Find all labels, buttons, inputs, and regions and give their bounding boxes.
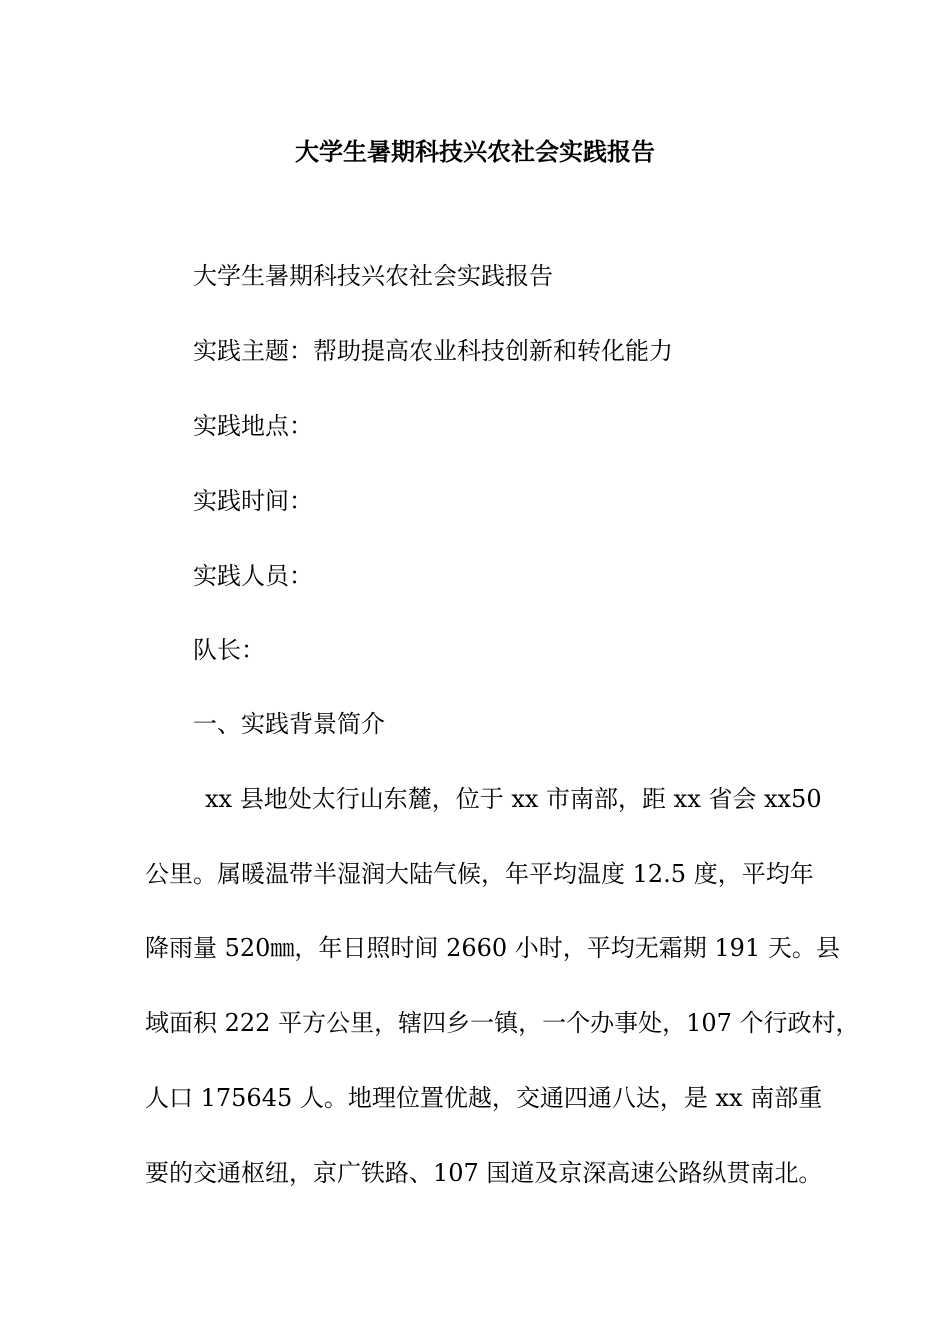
paragraph-line: 域面积 222 平方公里，辖四乡一镇，一个办事处，107 个行政村，: [145, 1009, 860, 1037]
subtitle-line: 大学生暑期科技兴农社会实践报告: [193, 262, 553, 290]
team-leader: 队长：: [193, 636, 265, 664]
paragraph-line: 人口 175645 人。地理位置优越，交通四通八达，是 xx 南部重: [145, 1084, 823, 1112]
paragraph-line: 公里。属暖温带半湿润大陆气候，年平均温度 12.5 度，平均年: [145, 860, 814, 888]
practice-time: 实践时间：: [193, 487, 313, 515]
paragraph-line: 降雨量 520㎜，年日照时间 2660 小时，平均无霜期 191 天。县: [145, 934, 840, 962]
paragraph-line: xx 县地处太行山东麓，位于 xx 市南部，距 xx 省会 xx50: [205, 785, 822, 813]
document-title: 大学生暑期科技兴农社会实践报告: [295, 137, 655, 166]
paragraph-line: 要的交通枢纽，京广铁路、107 国道及京深高速公路纵贯南北。: [145, 1159, 823, 1187]
section-heading: 一、实践背景简介: [193, 710, 385, 738]
practice-members: 实践人员：: [193, 562, 313, 590]
practice-location: 实践地点：: [193, 412, 313, 440]
practice-theme: 实践主题：帮助提高农业科技创新和转化能力: [193, 337, 673, 365]
